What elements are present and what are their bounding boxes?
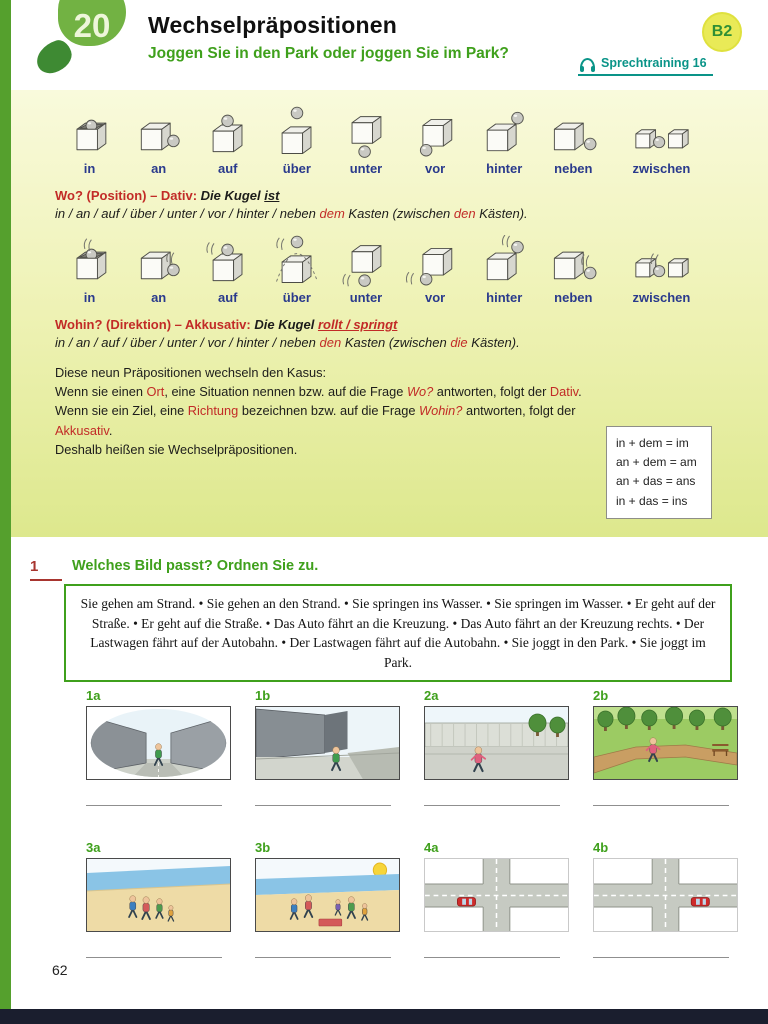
text-segment: Die Kugel bbox=[200, 188, 265, 203]
answer-line[interactable] bbox=[86, 805, 222, 806]
exercise-item-label: 3a bbox=[86, 840, 101, 855]
exercise-item-2b bbox=[593, 688, 738, 806]
contraction-rule: an + das = ans bbox=[616, 474, 696, 489]
page-edge-strip bbox=[0, 0, 11, 1009]
text-segment: , eine Situation nennen bzw. auf die Frage bbox=[164, 384, 407, 400]
text-segment: Diese neun Präpositionen wechseln den Kasus: bbox=[55, 365, 327, 380]
unit-number: 20 bbox=[73, 7, 111, 44]
page-subtitle: Joggen Sie in den Park oder joggen Sie im Park? bbox=[148, 45, 509, 62]
preposition-label: hinter bbox=[486, 161, 523, 176]
exercise-item-3a bbox=[86, 840, 231, 958]
preposition-cell-in bbox=[55, 106, 124, 177]
preposition-figure-vor bbox=[406, 235, 464, 289]
text-segment: Kasten (zwischen bbox=[341, 335, 451, 350]
preposition-figure-zwischen bbox=[632, 235, 690, 289]
text-segment: rollt / springt bbox=[317, 317, 398, 332]
exercise-item-label: 4b bbox=[593, 840, 609, 855]
position-rule-line bbox=[55, 206, 768, 221]
preposition-cell-vor bbox=[401, 106, 470, 177]
exercise-item-label: 1b bbox=[255, 688, 271, 703]
preposition-label: an bbox=[151, 290, 167, 305]
exercise-image-1a bbox=[86, 706, 231, 780]
preposition-figure-in bbox=[61, 235, 119, 289]
text-segment: die bbox=[450, 335, 468, 350]
page-number: 62 bbox=[52, 962, 68, 978]
preposition-figure-auf bbox=[199, 235, 257, 289]
preposition-figure-über bbox=[268, 235, 326, 289]
text-segment: Kästen). bbox=[467, 335, 520, 350]
exercise-number-underline bbox=[30, 558, 62, 581]
page-title: Wechselpräpositionen bbox=[148, 12, 397, 38]
unit-number-badge bbox=[58, 0, 126, 46]
exercise-item-label: 2a bbox=[424, 688, 439, 703]
preposition-figure-zwischen bbox=[632, 106, 690, 160]
grammar-panel bbox=[11, 90, 768, 537]
preposition-cell-vor bbox=[401, 235, 470, 306]
scene-street-between-walls bbox=[87, 707, 230, 779]
scene-jog-on-street bbox=[425, 707, 568, 779]
position-illustrations-row bbox=[55, 106, 715, 177]
explanation-line bbox=[55, 382, 603, 401]
preposition-cell-über bbox=[262, 106, 331, 177]
contraction-rule: an + dem = am bbox=[616, 455, 697, 470]
exercise-image-3b bbox=[255, 858, 400, 932]
text-segment: ist bbox=[264, 188, 280, 203]
preposition-cell-neben bbox=[539, 106, 608, 177]
text-segment: bezeichnen bzw. auf die Frage bbox=[238, 403, 419, 419]
exercise-image-4b bbox=[593, 858, 738, 932]
preposition-figure-in bbox=[61, 106, 119, 160]
preposition-label: neben bbox=[554, 161, 593, 176]
preposition-label: über bbox=[282, 161, 311, 176]
text-segment: Akkusativ bbox=[55, 422, 109, 438]
exercise-image-1b bbox=[255, 706, 400, 780]
preposition-cell-an bbox=[124, 106, 193, 177]
preposition-cell-über bbox=[262, 235, 331, 306]
answer-line[interactable] bbox=[593, 957, 729, 958]
text-segment: Die Kugel bbox=[254, 317, 318, 332]
preposition-figure-neben bbox=[544, 106, 602, 160]
answer-line[interactable] bbox=[424, 805, 560, 806]
preposition-cell-neben bbox=[539, 235, 608, 306]
text-segment: in / an / auf / über / unter / vor / hinter / neben bbox=[55, 335, 320, 350]
exercise-item-1b bbox=[255, 688, 400, 806]
scene-jog-in-park bbox=[594, 707, 737, 779]
text-segment: Wo? bbox=[406, 384, 434, 400]
audio-label: Sprechtraining 16 bbox=[601, 56, 707, 70]
preposition-cell-auf bbox=[193, 106, 262, 177]
text-segment: in / an / auf / über / unter / vor / hinter / neben bbox=[55, 206, 320, 221]
text-segment: Wenn sie einen bbox=[55, 384, 147, 400]
preposition-figure-an bbox=[130, 106, 188, 160]
preposition-figure-über bbox=[268, 106, 326, 160]
preposition-label: über bbox=[282, 290, 311, 305]
text-segment: Wenn sie ein Ziel, eine bbox=[55, 403, 188, 419]
contraction-rule: in + dem = im bbox=[616, 436, 689, 450]
leaf-decoration bbox=[32, 37, 76, 77]
exercise-number: 1 bbox=[30, 558, 39, 575]
preposition-label: vor bbox=[424, 290, 446, 305]
text-segment: den bbox=[319, 335, 342, 350]
preposition-cell-in bbox=[55, 235, 124, 306]
preposition-label: hinter bbox=[486, 290, 523, 305]
bottom-strip bbox=[0, 1009, 768, 1024]
answer-line[interactable] bbox=[255, 805, 391, 806]
text-segment: antworten, folgt der bbox=[462, 403, 576, 419]
text-segment: Kästen). bbox=[475, 206, 528, 221]
text-segment: Dativ bbox=[549, 384, 579, 400]
text-segment: Kasten (zwischen bbox=[344, 206, 454, 221]
text-segment: Deshalb heißen sie Wechselpräpositionen. bbox=[55, 441, 298, 457]
exercise-item-label: 3b bbox=[255, 840, 271, 855]
text-segment: dem bbox=[319, 206, 345, 221]
exercise-item-label: 1a bbox=[86, 688, 101, 703]
preposition-label: auf bbox=[218, 290, 238, 305]
direction-rule-line bbox=[55, 335, 768, 350]
preposition-figure-an bbox=[130, 235, 188, 289]
exercise-image-2a bbox=[424, 706, 569, 780]
exercise-item-4a bbox=[424, 840, 569, 958]
direction-rule-heading bbox=[55, 317, 768, 332]
preposition-cell-unter bbox=[331, 106, 400, 177]
answer-line[interactable] bbox=[593, 805, 729, 806]
exercise-image-grid bbox=[86, 688, 738, 958]
preposition-label: zwischen bbox=[632, 290, 691, 305]
preposition-figure-auf bbox=[199, 106, 257, 160]
contractions-box bbox=[606, 426, 712, 519]
audio-reference[interactable] bbox=[578, 56, 713, 76]
level-badge: B2 bbox=[702, 12, 742, 52]
preposition-label: an bbox=[151, 161, 167, 176]
exercise-image-4a bbox=[424, 858, 569, 932]
preposition-cell-unter bbox=[331, 235, 400, 306]
text-segment: antworten, folgt der bbox=[433, 384, 550, 400]
preposition-label: vor bbox=[424, 161, 446, 176]
text-segment: Wohin? (Direktion) – Akkusativ: bbox=[55, 317, 255, 332]
preposition-figure-unter bbox=[337, 235, 395, 289]
scene-walk-toward-street bbox=[256, 707, 399, 779]
preposition-label: neben bbox=[554, 290, 593, 305]
text-segment: . bbox=[108, 422, 113, 438]
scene-family-at-beach bbox=[256, 859, 399, 931]
preposition-figure-vor bbox=[406, 106, 464, 160]
word-box: Sie gehen am Strand. • Sie gehen an den Strand. • Sie springen ins Wasser. • Sie springen im Wasser. • Er geht auf der Straße. • Er geht auf die Straße. • Das Auto fährt an die Kreuzung. • Das Auto fährt an der Kreuzung rechts. • Der Lastwagen fährt auf der Autobahn. • Der Lastwagen fährt auf die Autobahn. • Sie joggt in den Park. • Sie joggt im Park. bbox=[64, 584, 732, 682]
preposition-label: in bbox=[83, 161, 96, 176]
exercise-item-4b bbox=[593, 840, 738, 958]
preposition-label: zwischen bbox=[632, 161, 691, 176]
text-segment: den bbox=[453, 206, 476, 221]
preposition-cell-auf bbox=[193, 235, 262, 306]
preposition-cell-hinter bbox=[470, 235, 539, 306]
contraction-rule: in + das = ins bbox=[616, 493, 688, 508]
exercise-item-2a bbox=[424, 688, 569, 806]
exercise-image-2b bbox=[593, 706, 738, 780]
explanation-block bbox=[55, 363, 603, 459]
exercise-instruction: Welches Bild passt? Ordnen Sie zu. bbox=[72, 558, 319, 574]
preposition-label: in bbox=[83, 290, 96, 305]
scene-walk-on-beach bbox=[87, 859, 230, 931]
preposition-cell-hinter bbox=[470, 106, 539, 177]
headphones-icon bbox=[580, 58, 595, 69]
preposition-label: unter bbox=[349, 161, 383, 176]
preposition-label: auf bbox=[218, 161, 238, 176]
text-segment: Wohin? bbox=[419, 403, 463, 419]
exercise-item-1a bbox=[86, 688, 231, 806]
text-segment: Richtung bbox=[187, 403, 239, 419]
preposition-cell-an bbox=[124, 235, 193, 306]
text-segment: . bbox=[578, 384, 582, 400]
answer-line[interactable] bbox=[424, 957, 560, 958]
text-segment: Wo? (Position) – Dativ: bbox=[55, 188, 201, 203]
exercise-item-label: 4a bbox=[424, 840, 439, 855]
preposition-figure-unter bbox=[337, 106, 395, 160]
preposition-figure-hinter bbox=[475, 106, 533, 160]
position-rule-heading bbox=[55, 188, 768, 203]
exercise-image-3a bbox=[86, 858, 231, 932]
text-segment: Ort bbox=[146, 384, 165, 400]
preposition-cell-zwischen bbox=[608, 235, 715, 306]
preposition-cell-zwischen bbox=[608, 106, 715, 177]
preposition-figure-neben bbox=[544, 235, 602, 289]
answer-line[interactable] bbox=[255, 957, 391, 958]
preposition-figure-hinter bbox=[475, 235, 533, 289]
answer-line[interactable] bbox=[86, 957, 222, 958]
scene-car-past-crossing bbox=[594, 859, 737, 931]
direction-illustrations-row bbox=[55, 235, 715, 306]
explanation-line bbox=[55, 440, 603, 459]
explanation-line bbox=[55, 401, 603, 439]
exercise-item-label: 2b bbox=[593, 688, 609, 703]
explanation-line bbox=[55, 363, 603, 382]
scene-car-at-crossing bbox=[425, 859, 568, 931]
preposition-label: unter bbox=[349, 290, 383, 305]
exercise-item-3b bbox=[255, 840, 400, 958]
